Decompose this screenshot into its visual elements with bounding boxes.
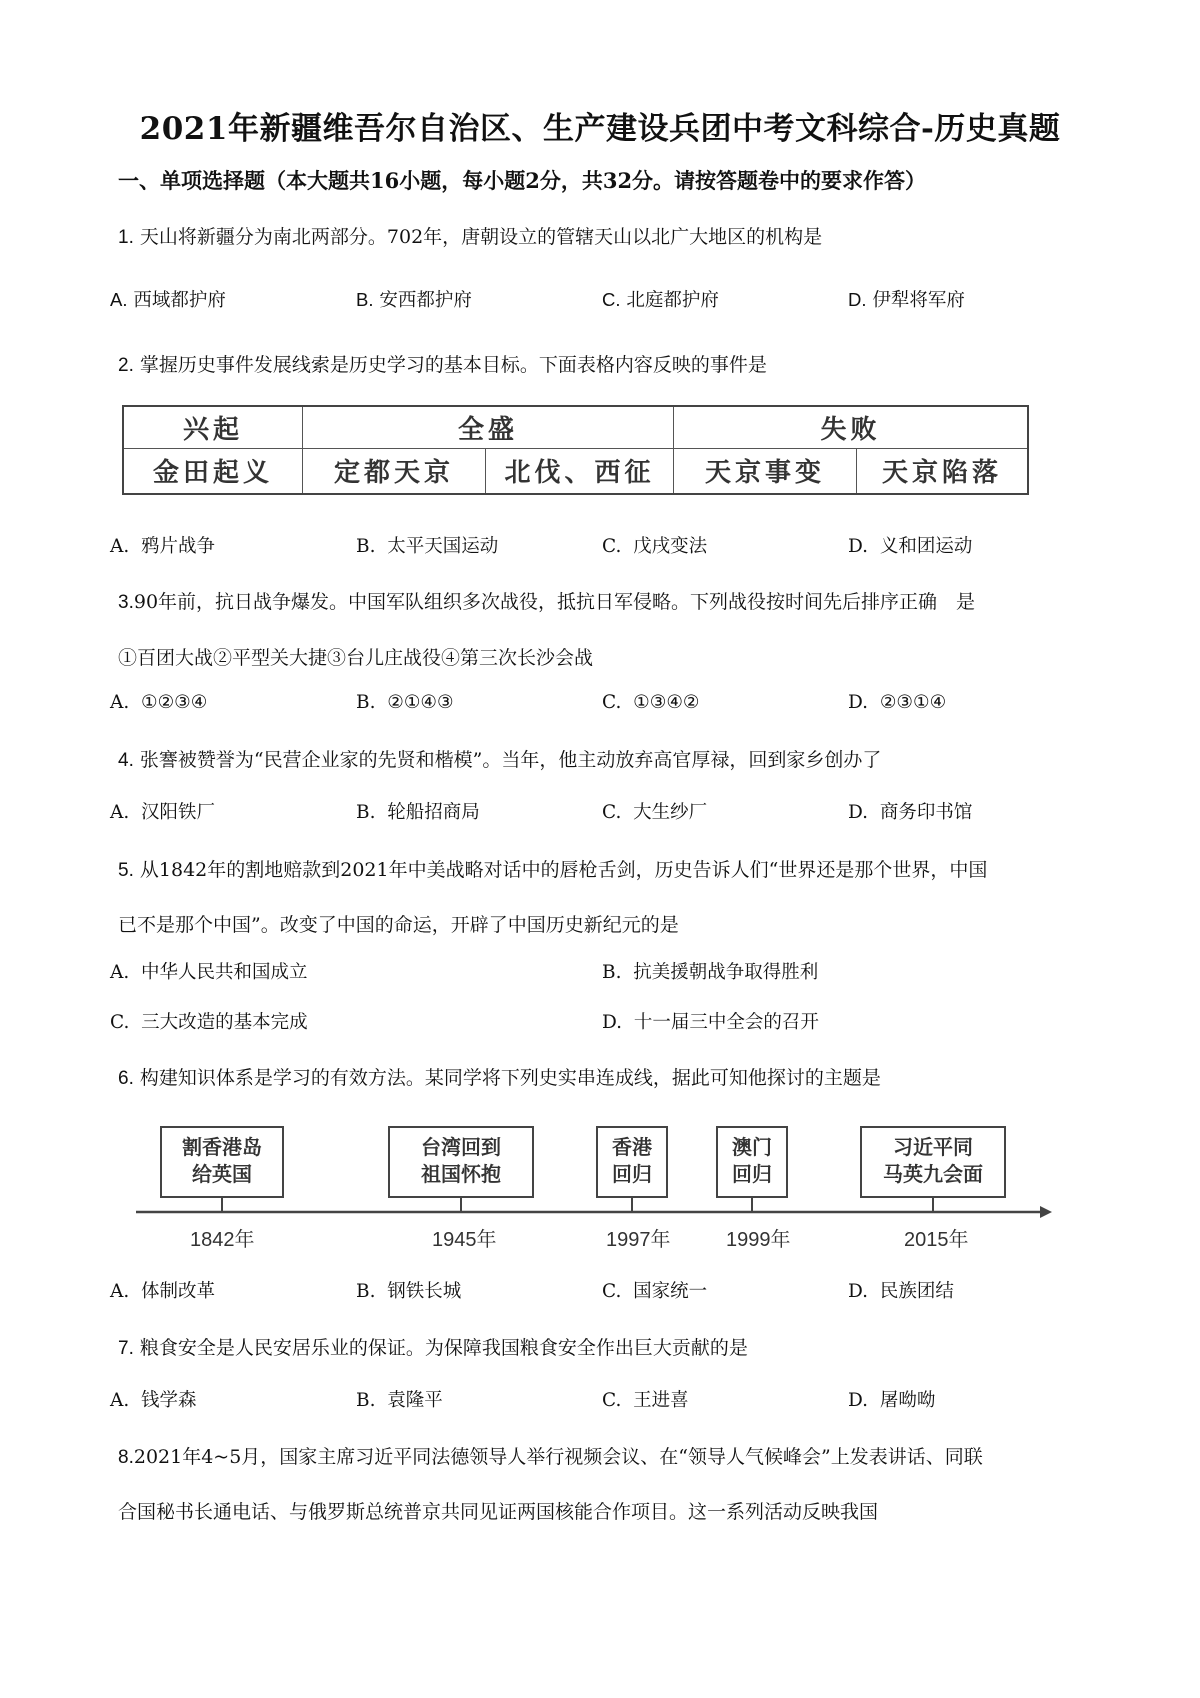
timeline-event: 香港 回归 (596, 1126, 668, 1198)
question-number: 6. (118, 1068, 134, 1089)
option-b[interactable]: B. 钢铁长城 (356, 1281, 462, 1302)
question-text-line: 合国秘书长通电话、与俄罗斯总统普京共同见证两国核能合作项目。这一系列活动反映我国 (118, 1501, 879, 1523)
option-d[interactable]: D. 义和团运动 (848, 536, 973, 557)
option-a[interactable]: A. 中华人民共和国成立 (110, 962, 308, 983)
question-text: 从1842年的割地赔款到2021年中美战略对话中的唇枪舌剑，历史告诉人们“世界还是那个世界，中国 (139, 859, 988, 881)
question-8 (118, 1442, 983, 1469)
option-c[interactable]: C. 大生纱厂 (602, 802, 708, 823)
timeline-year: 1997年 (606, 1229, 671, 1251)
option-a[interactable]: A. 汉阳铁厂 (110, 802, 216, 823)
table-header: 全盛 (303, 406, 674, 448)
option-d[interactable]: D. 商务印书馆 (848, 802, 973, 823)
option-d[interactable]: D. 伊犁将军府 (848, 289, 965, 311)
timeline-event: 澳门 回归 (716, 1126, 788, 1198)
option-b[interactable]: B. 抗美援朝战争取得胜利 (602, 962, 819, 983)
question-number: 4. (118, 750, 134, 771)
question-text: 构建知识体系是学习的有效方法。某同学将下列史实串连成线，据此可知他探讨的主题是 (139, 1067, 881, 1089)
timeline-event: 台湾回到 祖国怀抱 (388, 1126, 534, 1198)
option-b[interactable]: B. 轮船招商局 (356, 802, 480, 823)
question-text: 粮食安全是人民安居乐业的保证。为保障我国粮食安全作出巨大贡献的是 (139, 1337, 748, 1359)
question-text: 天山将新疆分为南北两部分。702年，唐朝设立的管辖天山以北广大地区的机构是 (139, 226, 823, 248)
question-number: 1. (118, 227, 134, 248)
table-cell: 天京陷落 (857, 448, 1029, 494)
timeline-year: 1999年 (726, 1229, 791, 1251)
table-cell: 金田起义 (123, 448, 303, 494)
option-d[interactable]: D. 十一届三中全会的召开 (602, 1012, 819, 1033)
option-b[interactable]: B. 袁隆平 (356, 1390, 443, 1411)
section-heading: 一、单项选择题（本大题共16小题，每小题2分，共32分。请按答题卷中的要求作答） (118, 168, 927, 193)
timeline-event: 割香港岛 给英国 (160, 1126, 284, 1198)
question-text-line: 已不是那个中国”。改变了中国的命运，开辟了中国历史新纪元的是 (118, 914, 679, 936)
question-number: 8. (118, 1447, 134, 1468)
option-b[interactable]: B. 太平天国运动 (356, 536, 499, 557)
question-number: 5. (118, 860, 134, 881)
timeline-year: 2015年 (904, 1229, 969, 1251)
option-a[interactable]: A. 鸦片战争 (110, 536, 216, 557)
option-c[interactable]: C. 北庭都护府 (602, 289, 719, 311)
option-d[interactable]: D. 屠呦呦 (848, 1390, 936, 1411)
option-b[interactable]: B. ②①④③ (356, 692, 454, 713)
option-a[interactable]: A. 体制改革 (110, 1281, 216, 1302)
question-7 (118, 1333, 748, 1360)
option-a[interactable]: A. ①②③④ (110, 692, 208, 713)
option-a[interactable]: A. 西域都护府 (110, 289, 226, 311)
question-text: 张謇被赞誉为“民营企业家的先贤和楷模”。当年，他主动放弃高官厚禄，回到家乡创办了 (139, 749, 882, 771)
question-number: 2. (118, 355, 134, 376)
table-cell: 天京事变 (674, 448, 857, 494)
question-number: 7. (118, 1338, 134, 1359)
option-c[interactable]: C. 国家统一 (602, 1281, 708, 1302)
question-number: 3. (118, 592, 134, 613)
table-header: 失败 (674, 406, 1029, 448)
table-cell: 北伐、西征 (486, 448, 674, 494)
question-text: 2021年4~5月，国家主席习近平同法德领导人举行视频会议、在“领导人气候峰会”上发表讲话、同联 (133, 1446, 983, 1468)
table-header: 兴起 (123, 406, 303, 448)
question-text: 90年前，抗日战争爆发。中国军队组织多次战役，抵抗日军侵略。下列战役按时间先后排序正确 是 (133, 591, 976, 613)
option-c[interactable]: C. ①③④② (602, 692, 700, 713)
option-d[interactable]: D. 民族团结 (848, 1281, 954, 1302)
option-d[interactable]: D. ②③①④ (848, 692, 947, 713)
timeline-year: 1945年 (432, 1229, 497, 1251)
question-text-line: ①百团大战②平型关大捷③台儿庄战役④第三次长沙会战 (118, 647, 594, 669)
timeline-year: 1842年 (190, 1229, 255, 1251)
option-c[interactable]: C. 王进喜 (602, 1390, 689, 1411)
timeline-event: 习近平同 马英九会面 (860, 1126, 1006, 1198)
page-title: 2021年新疆维吾尔自治区、生产建设兵团中考文科综合-历史真题 (139, 111, 1061, 147)
table-cell: 定都天京 (303, 448, 486, 494)
option-c[interactable]: C. 戊戌变法 (602, 536, 708, 557)
question-text: 掌握历史事件发展线索是历史学习的基本目标。下面表格内容反映的事件是 (139, 354, 767, 376)
option-c[interactable]: C. 三大改造的基本完成 (110, 1012, 308, 1033)
option-b[interactable]: B. 安西都护府 (356, 289, 472, 311)
option-a[interactable]: A. 钱学森 (110, 1390, 197, 1411)
